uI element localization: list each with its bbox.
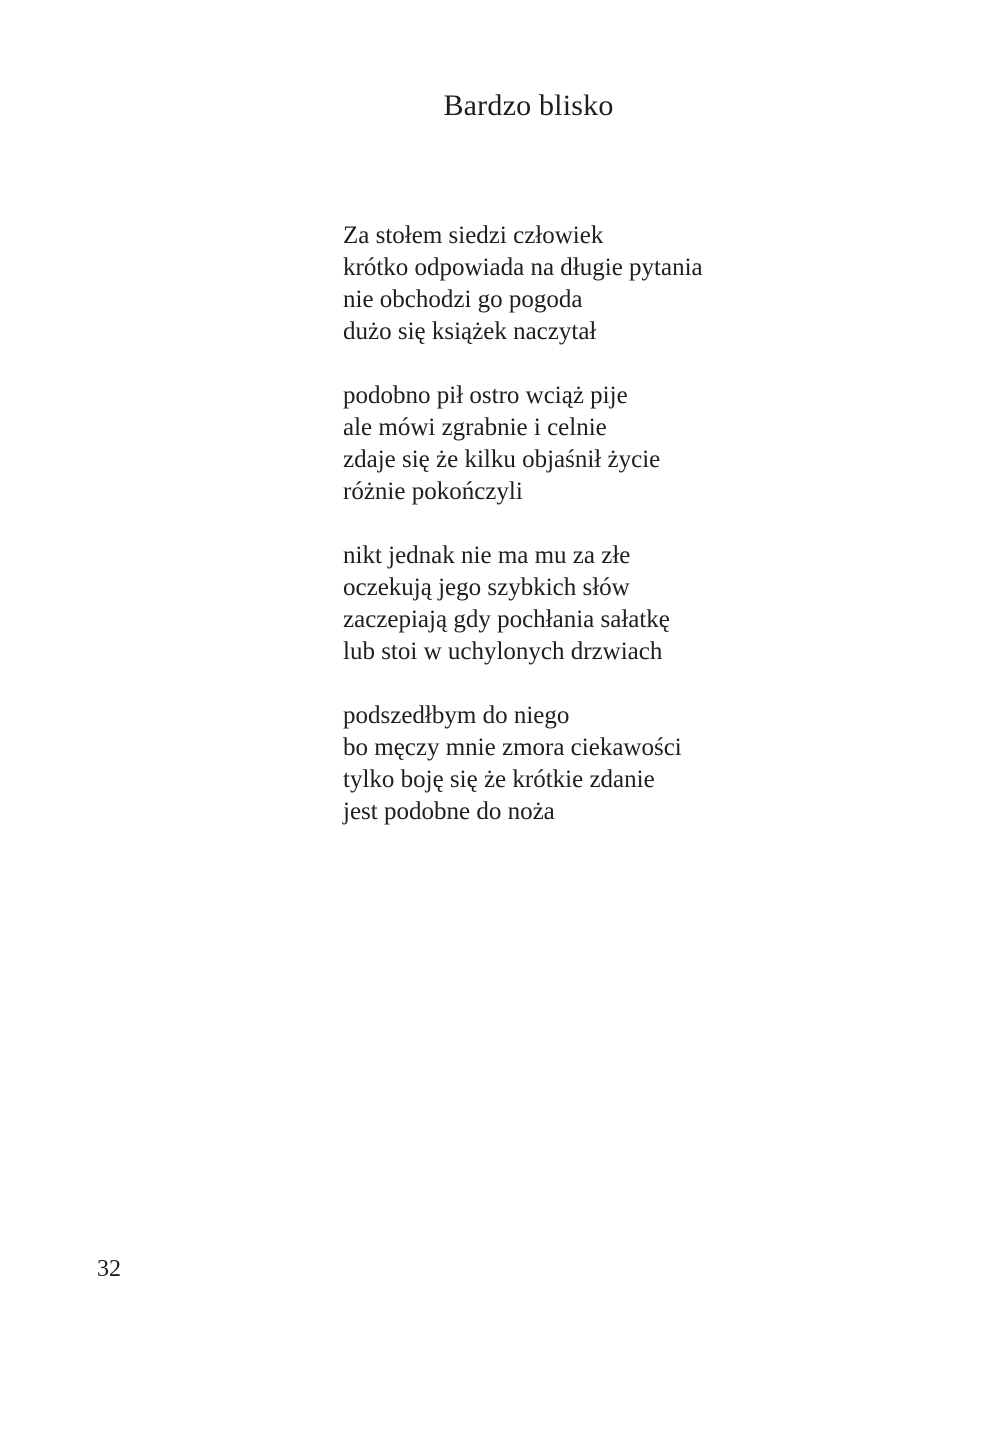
stanza-3 [343,540,903,668]
poem-line: nie obchodzi go pogoda [343,286,583,313]
poem-line: oczekują jego szybkich słów [343,574,630,601]
poem-line: podobno pił ostro wciąż pije [343,382,628,409]
poem-line: jest podobne do noża [343,798,555,825]
poem-line: tylko boję się że krótkie zdanie [343,766,655,793]
poem-line: Za stołem siedzi człowiek [343,222,604,249]
poem-line: dużo się książek naczytał [343,318,597,345]
poem [343,220,903,860]
poem-line: nikt jednak nie ma mu za złe [343,542,631,569]
poem-line: bo męczy mnie zmora ciekawości [343,734,682,761]
page-title: Bardzo blisko [443,89,614,122]
poem-line: podszedłbym do niego [343,702,570,729]
poem-line: krótko odpowiada na długie pytania [343,254,703,281]
poem-line: ale mówi zgrabnie i celnie [343,414,607,441]
poem-line: zaczepiają gdy pochłania sałatkę [343,606,670,633]
poem-line: zdaje się że kilku objaśnił życie [343,446,661,473]
stanza-1 [343,220,903,348]
page-number: 32 [97,1256,121,1282]
poem-line: lub stoi w uchylonych drzwiach [343,638,663,665]
stanza-4 [343,700,903,828]
poem-line: różnie pokończyli [343,478,523,505]
stanza-2 [343,380,903,508]
